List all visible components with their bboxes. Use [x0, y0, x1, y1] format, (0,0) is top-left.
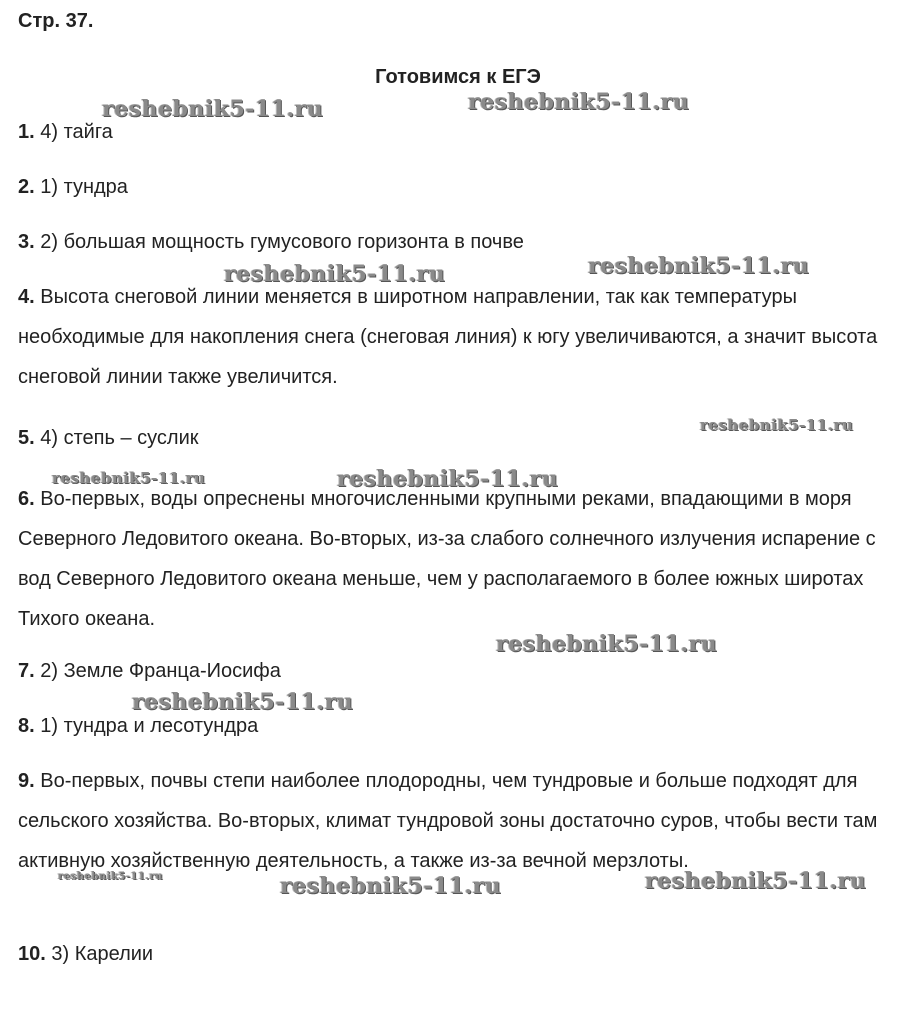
- answer-number: 2.: [18, 176, 35, 198]
- answer-text: 2) Земле Франца-Иосифа: [34, 660, 281, 682]
- answer-text: Во-первых, воды опреснены многочисленными крупными реками, впадающими в моря Северного Ледовитого океана. Во-вторых, из-за слабого солнечного излучения испарение с вод Северного Ледовитого океана меньше, чем у располагаемого в более южных широтах Тихого океана.: [18, 488, 876, 630]
- answer-10: [18, 934, 908, 974]
- watermark: reshebnik5-11.ru: [132, 689, 354, 715]
- watermark: reshebnik5-11.ru: [58, 871, 163, 882]
- answer-2: [18, 167, 908, 207]
- watermark: reshebnik5-11.ru: [645, 868, 867, 894]
- watermark: reshebnik5-11.ru: [52, 469, 206, 487]
- answer-text: 1) тундра: [34, 176, 128, 198]
- watermark: reshebnik5-11.ru: [496, 631, 718, 657]
- watermark: reshebnik5-11.ru: [468, 89, 690, 115]
- section-title: Готовимся к ЕГЭ: [375, 66, 541, 88]
- answer-number: 6.: [18, 488, 35, 510]
- watermark: reshebnik5-11.ru: [337, 466, 559, 492]
- answer-number: 7.: [18, 660, 35, 682]
- answer-text: 1) тундра и лесотундра: [34, 715, 259, 737]
- answer-number: 1.: [18, 121, 35, 143]
- watermark: reshebnik5-11.ru: [588, 253, 810, 279]
- answer-text: Во-первых, почвы степи наиболее плодородны, чем тундровые и больше подходят для сельского хозяйства. Во-вторых, климат тундровой зоны достаточно суров, чтобы вести там активную хозяйственную деятельность, а также из-за вечной мерзлоты.: [18, 770, 878, 872]
- answer-number: 5.: [18, 427, 35, 449]
- answer-4: [18, 277, 908, 397]
- watermark: reshebnik5-11.ru: [700, 416, 854, 434]
- answer-number: 3.: [18, 231, 35, 253]
- answer-number: 9.: [18, 770, 35, 792]
- answer-number: 4.: [18, 286, 35, 308]
- page-label: Стр. 37.: [18, 10, 94, 32]
- watermark: reshebnik5-11.ru: [280, 873, 502, 899]
- answer-1: [18, 112, 908, 152]
- watermark: reshebnik5-11.ru: [224, 261, 446, 287]
- answer-9: [18, 761, 908, 881]
- answer-3: [18, 222, 908, 262]
- answer-8: [18, 706, 908, 746]
- answer-6: [18, 479, 908, 639]
- answer-number: 10.: [18, 943, 46, 965]
- answer-5: [18, 418, 908, 458]
- watermark: reshebnik5-11.ru: [102, 96, 324, 122]
- answer-text: 4) степь – суслик: [34, 427, 199, 449]
- answer-number: 8.: [18, 715, 35, 737]
- answer-text: 3) Карелии: [45, 943, 154, 965]
- answer-text: Высота снеговой линии меняется в широтном направлении, так как температуры необходимые для накопления снега (снеговая линия) к югу увеличиваются, а значит высота снеговой линии также увеличится.: [18, 286, 878, 388]
- answer-text: 2) большая мощность гумусового горизонта в почве: [34, 231, 524, 253]
- answer-text: 4) тайга: [34, 121, 113, 143]
- answer-7: [18, 651, 908, 691]
